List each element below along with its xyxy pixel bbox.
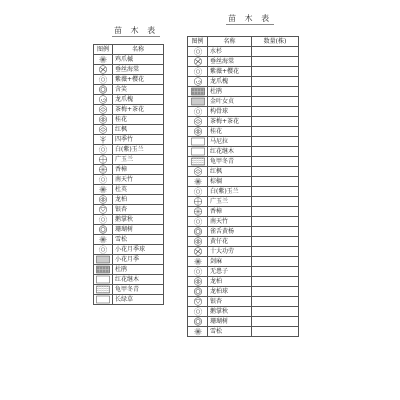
lobed-circle-icon — [94, 225, 113, 235]
plant-name: 红枫 — [113, 125, 164, 135]
plant-name: 茶梅+茶花 — [113, 105, 164, 115]
table-row — [94, 235, 164, 245]
star-burst-icon — [188, 257, 208, 267]
legend-column-header: 图例 — [188, 37, 208, 47]
fan-leaf-icon — [188, 297, 208, 307]
quantity-cell — [252, 67, 299, 77]
dotted-circle-icon — [188, 217, 208, 227]
quantity-cell — [252, 307, 299, 317]
table-row — [188, 47, 299, 57]
plant-name: 香樟 — [208, 207, 252, 217]
quantity-cell — [252, 77, 299, 87]
table-row — [94, 105, 164, 115]
quantity-cell — [252, 227, 299, 237]
table-row — [94, 175, 164, 185]
plant-name: 紫薇+樱花 — [113, 75, 164, 85]
empty-box-icon — [94, 295, 113, 305]
quantity-cell — [252, 297, 299, 307]
table-row — [94, 255, 164, 265]
pinwheel-icon — [188, 247, 208, 257]
quantity-cell — [252, 287, 299, 297]
table-row — [94, 165, 164, 175]
lobed-circle-icon — [188, 227, 208, 237]
quantity-cell — [252, 257, 299, 267]
star-burst-icon — [94, 185, 113, 195]
table-row — [94, 265, 164, 275]
quantity-cell — [252, 237, 299, 247]
plant-name: 红花继木 — [208, 147, 252, 157]
plant-name: 小花月季球 — [113, 245, 164, 255]
table-row — [94, 145, 164, 155]
table-row — [94, 215, 164, 225]
quantity-cell — [252, 267, 299, 277]
plant-name: 紫薇+樱花 — [208, 67, 252, 77]
plant-name: 小花月季 — [113, 255, 164, 265]
table-row — [188, 277, 299, 287]
right-plant-table — [187, 36, 299, 337]
plant-name: 珊瑚树 — [208, 317, 252, 327]
plant-name: 南天竹 — [113, 175, 164, 185]
quantity-column-header: 数量(株) — [252, 37, 299, 47]
table-row — [188, 197, 299, 207]
table-row — [94, 195, 164, 205]
plant-name: 龙爪槐 — [208, 77, 252, 87]
table-row — [188, 177, 299, 187]
table-row — [188, 147, 299, 157]
leaf-circle-icon — [188, 117, 208, 127]
plant-name: 鹅掌秋 — [208, 307, 252, 317]
plant-name: 黄仔花 — [208, 237, 252, 247]
star-burst-icon — [188, 327, 208, 337]
quantity-cell — [252, 137, 299, 147]
dotted-circle-icon — [188, 67, 208, 77]
table-row — [94, 205, 164, 215]
quantity-cell — [252, 207, 299, 217]
pinwheel-icon — [188, 57, 208, 67]
quantity-cell — [252, 117, 299, 127]
left-table-title: 苗 木 表 — [114, 26, 159, 35]
cross-circle-icon — [188, 197, 208, 207]
name-column-header: 名称 — [208, 37, 252, 47]
table-row — [188, 237, 299, 247]
quantity-cell — [252, 127, 299, 137]
plant-name: 金叶女贞 — [208, 97, 252, 107]
table-row — [188, 297, 299, 307]
table-row — [188, 287, 299, 297]
quantity-cell — [252, 177, 299, 187]
empty-box-icon — [94, 275, 113, 285]
table-row — [188, 117, 299, 127]
quantity-cell — [252, 147, 299, 157]
star-burst-icon — [94, 55, 113, 65]
plant-name: 银杏 — [113, 205, 164, 215]
table-row — [94, 135, 164, 145]
table-row — [188, 57, 299, 67]
table-row — [94, 115, 164, 125]
right-table-title: 苗 木 表 — [228, 14, 273, 23]
lobed-circle-icon — [94, 85, 113, 95]
plant-name: 广玉兰 — [208, 197, 252, 207]
table-row — [94, 295, 164, 305]
plant-name: 雪松 — [113, 235, 164, 245]
plant-name: 杜英 — [113, 185, 164, 195]
dotted-circle-icon — [188, 47, 208, 57]
plant-name: 红枫 — [208, 167, 252, 177]
plant-name: 龟甲冬青 — [208, 157, 252, 167]
table-row — [188, 307, 299, 317]
quantity-cell — [252, 187, 299, 197]
plant-name: 香樟 — [113, 165, 164, 175]
plant-name: 含笑 — [113, 85, 164, 95]
table-row — [188, 217, 299, 227]
fan-leaf-icon — [94, 205, 113, 215]
table-row — [188, 317, 299, 327]
quantity-cell — [252, 217, 299, 227]
plant-name: 构骨球 — [208, 107, 252, 117]
plant-name: 茶梅+茶花 — [208, 117, 252, 127]
flower-circle-icon — [188, 277, 208, 287]
table-row — [188, 107, 299, 117]
plant-name: 雀舌黄杨 — [208, 227, 252, 237]
table-header-row — [188, 37, 299, 47]
plant-name: 龙柏球 — [208, 287, 252, 297]
table-row — [94, 245, 164, 255]
table-row — [188, 157, 299, 167]
lobed-circle-icon — [188, 317, 208, 327]
spiral-circle-icon — [94, 95, 113, 105]
table-row — [188, 327, 299, 337]
leaf-circle-icon — [94, 105, 113, 115]
table-row — [188, 77, 299, 87]
table-row — [188, 247, 299, 257]
plant-name: 水杉 — [208, 47, 252, 57]
empty-box-icon — [188, 147, 208, 157]
plant-name: 白(紫)玉兰 — [113, 145, 164, 155]
scale-fill-icon — [94, 285, 113, 295]
table-row — [188, 267, 299, 277]
table-row — [94, 55, 164, 65]
plant-name: 剑麻 — [208, 257, 252, 267]
plant-name: 十大功劳 — [208, 247, 252, 257]
spoke-circle-icon — [188, 207, 208, 217]
plant-name: 垂丝海棠 — [113, 65, 164, 75]
dense-fill-icon — [94, 265, 113, 275]
table-row — [188, 87, 299, 97]
quantity-cell — [252, 47, 299, 57]
leaf-circle-icon — [94, 125, 113, 135]
dotted-circle-icon — [94, 175, 113, 185]
plant-name: 杜鹃 — [113, 265, 164, 275]
quantity-cell — [252, 57, 299, 67]
plant-name: 龙柏 — [113, 195, 164, 205]
plant-name: 四季竹 — [113, 135, 164, 145]
plant-name: 珊瑚树 — [113, 225, 164, 235]
dotted-circle-icon — [94, 215, 113, 225]
pinwheel-icon — [94, 65, 113, 75]
plant-name: 无患子 — [208, 267, 252, 277]
table-row — [94, 75, 164, 85]
plant-name: 白(紫)玉兰 — [208, 187, 252, 197]
table-header-row — [94, 45, 164, 55]
cross-circle-icon — [94, 155, 113, 165]
leaf-circle-icon — [188, 167, 208, 177]
dense-fill-icon — [188, 87, 208, 97]
table-row — [94, 275, 164, 285]
table-row — [188, 137, 299, 147]
table-row — [188, 127, 299, 137]
left-table-body — [94, 55, 164, 305]
plant-name: 龙爪槐 — [113, 95, 164, 105]
table-row — [94, 85, 164, 95]
dotted-circle-icon — [188, 267, 208, 277]
dotted-circle-icon — [94, 245, 113, 255]
plant-name: 马尼拉 — [208, 137, 252, 147]
table-row — [188, 187, 299, 197]
plant-name: 银杏 — [208, 297, 252, 307]
crosshatch-fill-icon — [94, 255, 113, 265]
plant-name: 棕榈 — [208, 177, 252, 187]
scale-fill-icon — [188, 157, 208, 167]
quantity-cell — [252, 197, 299, 207]
dotted-circle-icon — [188, 107, 208, 117]
right-table-body — [188, 47, 299, 337]
spoke-circle-icon — [94, 165, 113, 175]
plant-name: 鹅掌秋 — [113, 215, 164, 225]
table-row — [188, 67, 299, 77]
table-row — [94, 285, 164, 295]
star-burst-icon — [94, 235, 113, 245]
table-row — [188, 97, 299, 107]
empty-box-icon — [188, 137, 208, 147]
plant-name: 红花继木 — [113, 275, 164, 285]
quantity-cell — [252, 97, 299, 107]
table-row — [188, 257, 299, 267]
spiral-circle-icon — [188, 77, 208, 87]
quantity-cell — [252, 87, 299, 97]
quantity-cell — [252, 167, 299, 177]
table-row — [94, 65, 164, 75]
lobed-circle-icon — [188, 287, 208, 297]
table-row — [94, 125, 164, 135]
plant-name: 杜鹃 — [208, 87, 252, 97]
table-row — [188, 227, 299, 237]
legend-column-header: 图例 — [94, 45, 113, 55]
flower-circle-icon — [94, 115, 113, 125]
table-row — [188, 167, 299, 177]
plant-name: 南天竹 — [208, 217, 252, 227]
plant-name: 龙柏 — [208, 277, 252, 287]
quantity-cell — [252, 157, 299, 167]
flower-circle-icon — [94, 195, 113, 205]
quantity-cell — [252, 277, 299, 287]
dotted-circle-icon — [94, 75, 113, 85]
table-row — [94, 155, 164, 165]
flower-circle-icon — [188, 127, 208, 137]
quantity-cell — [252, 327, 299, 337]
left-plant-table — [93, 44, 164, 305]
quantity-cell — [252, 317, 299, 327]
table-row — [188, 207, 299, 217]
plant-name: 龟甲冬青 — [113, 285, 164, 295]
plant-name: 鸡爪槭 — [113, 55, 164, 65]
dotted-circle-icon — [188, 187, 208, 197]
plant-name: 雪松 — [208, 327, 252, 337]
crosshatch-fill-icon — [188, 97, 208, 107]
quantity-cell — [252, 107, 299, 117]
table-row — [94, 225, 164, 235]
plant-name: 垂丝海棠 — [208, 57, 252, 67]
quantity-cell — [252, 247, 299, 257]
name-column-header: 名称 — [113, 45, 164, 55]
table-row — [94, 185, 164, 195]
plant-name: 桂花 — [113, 115, 164, 125]
plant-name: 广玉兰 — [113, 155, 164, 165]
plant-name: 桂花 — [208, 127, 252, 137]
bamboo-icon — [94, 135, 113, 145]
table-row — [94, 95, 164, 105]
plant-name: 长绿草 — [113, 295, 164, 305]
flower-circle-icon — [188, 237, 208, 247]
dotted-circle-icon — [94, 145, 113, 155]
star-burst-icon — [188, 177, 208, 187]
dotted-circle-icon — [188, 307, 208, 317]
